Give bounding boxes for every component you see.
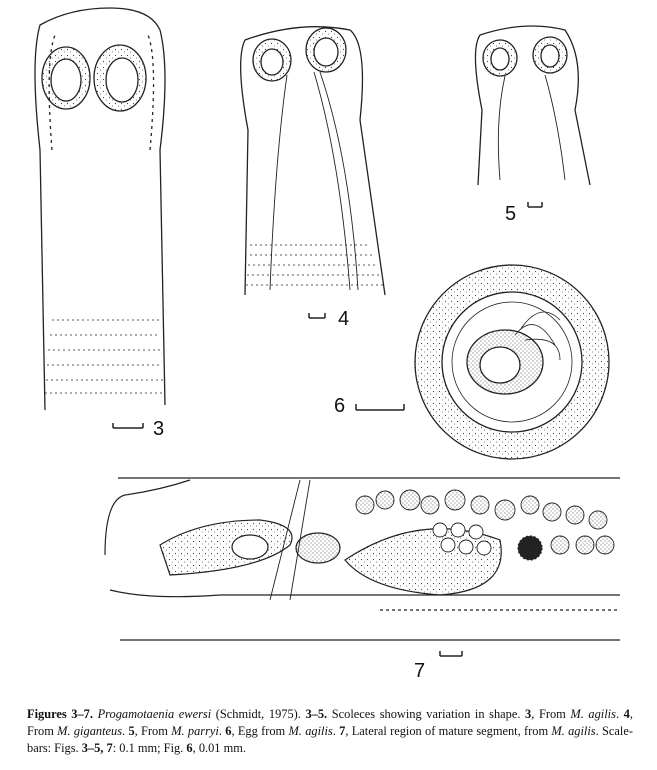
figure-4-label: 4 xyxy=(338,308,350,330)
caption-n5: 5 xyxy=(128,724,135,738)
caption-scale-figs-a: 3–5, 7 xyxy=(81,741,113,755)
caption-range-label: 3–5. xyxy=(305,707,328,721)
figure-caption: Figures 3–7. Progamotaenia ewersi (Schmidt, 1975). 3–5. Scoleces showing variation in shape. 3, From M. agilis. 4, From M. giganteus. 5, From M. parryi. 6, Egg from M. agilis. 7, Lateral region of mature segment, from M. agilis. Scale-bars: Figs. 3–5, 7: 0.1 mm; Fig. 6, 0.01 mm. xyxy=(27,707,633,755)
caption-authority: (Schmidt, 1975). xyxy=(215,707,301,721)
caption-scale-text: Scale-bars: Figs. xyxy=(27,724,633,755)
figure-6-egg xyxy=(356,265,609,459)
caption-t6: , Egg from xyxy=(231,724,286,738)
caption-scale-val-a: : 0.1 mm; Fig. xyxy=(112,741,184,755)
caption-host6: M. agilis xyxy=(288,724,333,738)
caption-t7: , Lateral region of mature segment, from xyxy=(345,724,549,738)
caption-t3: , From xyxy=(531,707,566,721)
caption-scale-val-b: , 0.01 mm. xyxy=(192,741,246,755)
caption-n7: 7 xyxy=(339,724,346,738)
caption-lead: Figures 3–7. xyxy=(27,707,93,721)
figure-3-scolex xyxy=(35,8,165,428)
figure-6-label: 6 xyxy=(334,395,346,417)
caption-t4: , From xyxy=(27,707,633,738)
caption-n4: 4 xyxy=(623,707,630,721)
caption-scale-fig-b: 6 xyxy=(186,741,193,755)
caption-host4: M. giganteus xyxy=(57,724,123,738)
caption-species: Progamotaenia ewersi xyxy=(97,707,212,721)
caption-host3: M. agilis xyxy=(570,707,616,721)
figure-5-scolex xyxy=(475,26,590,207)
caption-host7: M. agilis xyxy=(551,724,596,738)
caption-t5: , From xyxy=(134,724,168,738)
caption-n6: 6 xyxy=(225,724,232,738)
figure-7-label: 7 xyxy=(414,660,426,682)
caption-range-text: Scoleces showing variation in shape. xyxy=(331,707,521,721)
caption-n3: 3 xyxy=(525,707,532,721)
figure-3-label: 3 xyxy=(153,418,165,440)
caption-host5: M. parryi xyxy=(171,724,219,738)
figure-7-segment xyxy=(105,478,620,656)
figure-5-label: 5 xyxy=(505,203,517,225)
figure-4-scolex xyxy=(241,27,385,318)
